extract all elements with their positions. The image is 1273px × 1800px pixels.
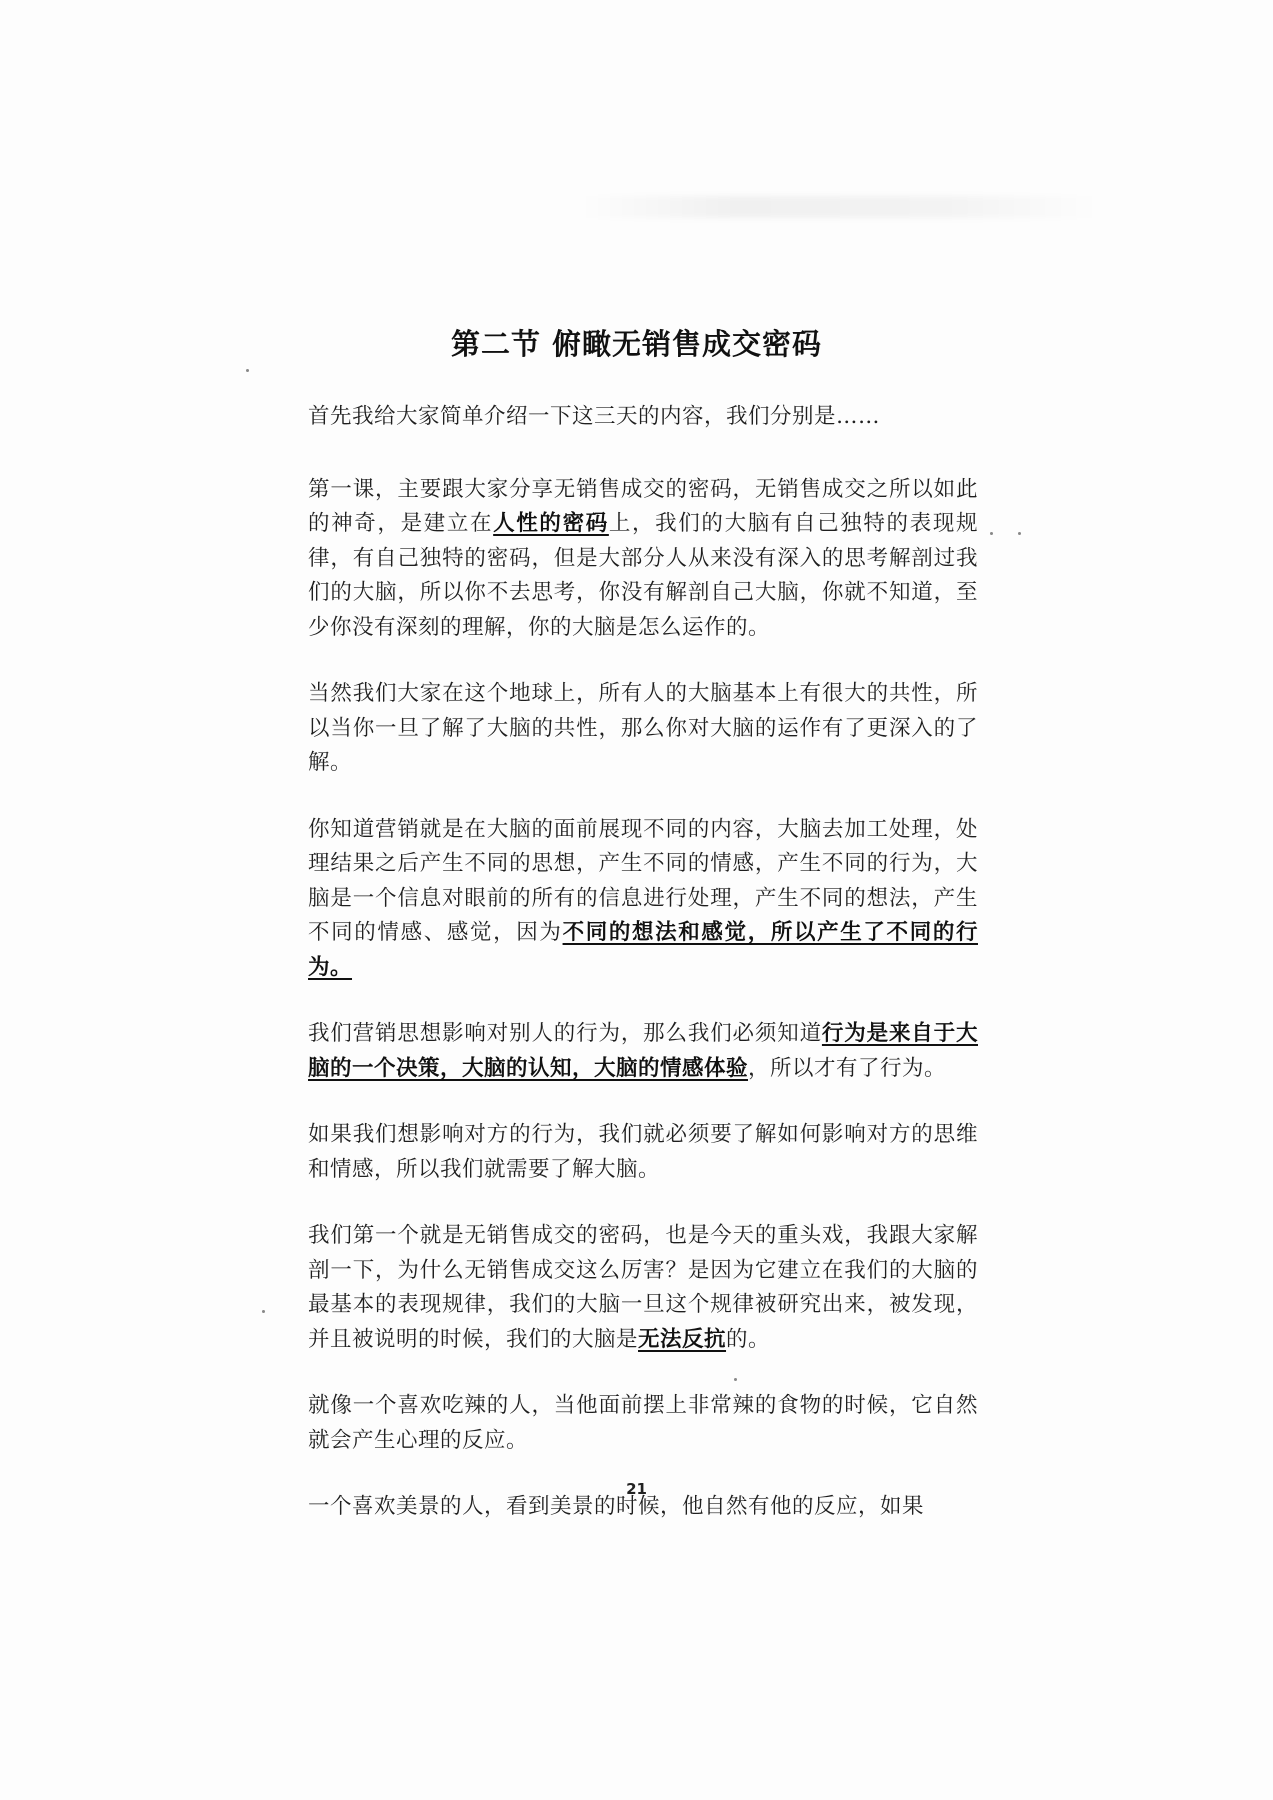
paragraph-text: 一个喜欢美景的人，看到美景的时候，他自然有他的反应，如果 — [308, 1494, 925, 1519]
paragraph — [308, 1389, 978, 1458]
paragraph — [308, 813, 978, 986]
paragraph — [308, 677, 978, 781]
paragraph — [308, 473, 978, 646]
paragraph-text: 上，我们的大脑有自己独特的表现规律，有自己独特的密码，但是大部分人从来没有深入的思考解剖过我们的大脑，所以你不去思考，你没有解剖自己大脑，你就不知道，至少你没有深刻的理解，你的大脑是怎么运作的。 — [308, 511, 978, 640]
paragraph — [308, 1118, 978, 1187]
paragraph-text: 第一课，主要跟大家分享无销售成交的密码，无销售成交之所以如此的神奇，是建立在 — [308, 476, 978, 536]
paragraph — [308, 1219, 978, 1357]
paragraph — [308, 400, 978, 435]
emphasized-text: 无法反抗 — [638, 1326, 727, 1352]
scan-speck — [246, 369, 249, 372]
emphasized-text: 人性的密码 — [493, 511, 609, 536]
scan-speck — [1018, 532, 1021, 535]
paragraph-text: ，所以才有了行为。 — [748, 1055, 947, 1081]
emphasized-text: 不同的想法和感觉，所以产生了不同的行为。 — [308, 920, 978, 980]
emphasized-text: 行为是来自于大脑的一个决策，大脑的认知，大脑的情感体验 — [308, 1021, 978, 1081]
page-number: 21 — [626, 1480, 647, 1498]
body-text — [308, 400, 978, 1557]
section-title: 第二节 俯瞰无销售成交密码 — [450, 327, 823, 361]
paragraph-text: 我们第一个就是无销售成交的密码，也是今天的重头戏，我跟大家解剖一下，为什么无销售成交这么厉害？是因为它建立在我们的大脑的最基本的表现规律，我们的大脑一旦这个规律被研究出来，被发现，并且被说明的时候，我们的大脑是 — [308, 1223, 978, 1352]
paragraph-text: 我们营销思想影响对别人的行为，那么我们必须知道 — [308, 1021, 822, 1046]
paragraph-text: 如果我们想影响对方的行为，我们就必须要了解如何影响对方的思维和情感，所以我们就需要了解大脑。 — [308, 1122, 978, 1182]
paragraph-text: 的。 — [726, 1326, 771, 1352]
paragraph — [308, 1017, 978, 1086]
paragraph-text: 就像一个喜欢吃辣的人，当他面前摆上非常辣的食物的时候，它自然就会产生心理的反应。 — [308, 1393, 978, 1453]
paragraph-text: 你知道营销就是在大脑的面前展现不同的内容，大脑去加工处理，处理结果之后产生不同的思想，产生不同的情感，产生不同的行为，大脑是一个信息对眼前的所有的信息进行处理，产生不同的想法，产生不同的情感、感觉，因为 — [308, 816, 978, 945]
scan-speck — [990, 532, 993, 535]
paragraph-text: 首先我给大家简单介绍一下这三天的内容，我们分别是…… — [308, 404, 881, 429]
paragraph-text: 当然我们大家在这个地球上，所有人的大脑基本上有很大的共性，所以当你一旦了解了大脑的共性，那么你对大脑的运作有了更深入的了解。 — [308, 681, 978, 775]
scan-speck — [262, 1310, 265, 1313]
scan-smudge — [580, 196, 1100, 218]
